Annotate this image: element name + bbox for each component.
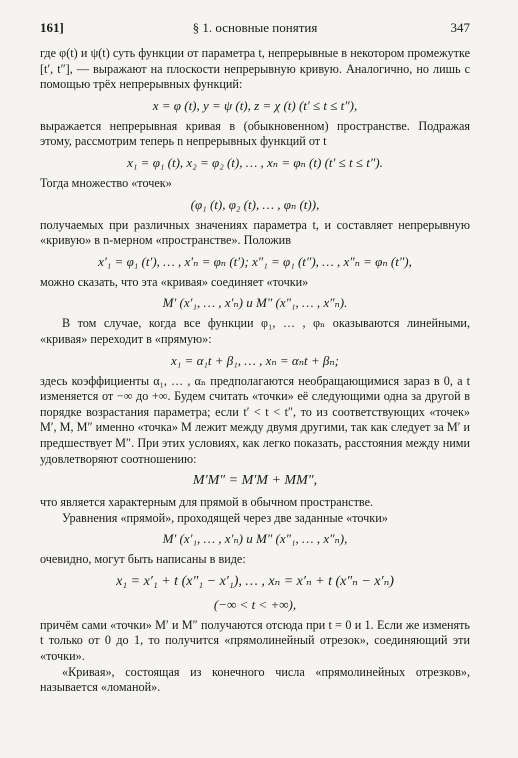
formula: x₁ = x′₁ + t (x″₁ − x′₁), … , xₙ = x′ₙ + t (x″ₙ − x′ₙ) — [116, 573, 394, 589]
paragraph: Тогда множество «точек» — [40, 175, 172, 190]
page-body — [40, 46, 470, 696]
formula: x = φ (t), y = ψ (t), z = χ (t) (t′ ≤ t ≤ t″), — [152, 97, 358, 113]
paragraph: здесь коэффициенты α₁, … , αₙ предполагаются необращающимися зараз в 0, а t изменяется от −∞ до +∞. Будем считать «точки» её следующими одна за другой в порядке возрастания параметра; если t′ < t < t″, то из соответствующих «точек» M′, M, M″ именно «точка» M лежит между двумя другими, так как следует за M′ и предшествует M″. При этих условиях, как легко показать, расстояния между ними удовлетворяют соотношению: — [40, 373, 470, 466]
page-number: 347 — [450, 20, 470, 35]
formula: M′ (x′₁, … , x′ₙ) и M″ (x″₁, … , x″ₙ). — [162, 295, 348, 311]
formula: M′M″ = M′M + MM″, — [192, 473, 318, 489]
formula: M′ (x′₁, … , x′ₙ) и M″ (x″₁, … , x″ₙ), — [162, 531, 348, 547]
paragraph: очевидно, могут быть написаны в виде: — [40, 552, 246, 567]
paragraph: В том случае, когда все функции φ₁, … , φₙ оказываются линейными, «кривая» переходит в «прямую»: — [40, 316, 470, 346]
paragraph: «Кривая», состоящая из конечного числа «прямолинейных отрезков», называется «ломаной». — [40, 664, 470, 695]
paragraph: получаемых при различных значениях параметра t, и составляет непрерывную «кривую» в n-мерном «пространстве». Положив — [40, 217, 470, 248]
paragraph: Уравнения «прямой», проходящей через две заданные «точки» — [62, 510, 388, 525]
paragraph: можно сказать, что эта «кривая» соединяет «точки» — [40, 274, 309, 289]
running-header — [40, 20, 470, 36]
paragraph: причём сами «точки» M′ и M″ получаются отсюда при t = 0 и 1. Если же изменять t только от 0 до 1, то получится «прямолинейный отрезок», соединяющий эти «точки». — [40, 617, 470, 664]
formula: (φ₁ (t), φ₂ (t), … , φₙ (t)), — [190, 196, 320, 212]
paragraph: выражается непрерывная кривая в (обыкновенном) пространстве. Подражая этому, рассмотрим теперь n непрерывных функций от t — [40, 118, 470, 149]
section-title: § 1. основные понятия — [192, 20, 318, 35]
formula: x′₁ = φ₁ (t′), … , x′ₙ = φₙ (t′); x″₁ = φ₁ (t″), … , x″ₙ = φₙ (t″), — [98, 253, 412, 269]
paragraph: где φ(t) и ψ(t) суть функции от параметра t, непрерывные в некотором промежутке [t′, t″], — выражают на плоскости непрерывную кривую. Аналогично, но лишь с помощью трёх непрерывных функций: — [40, 46, 470, 92]
section-number: 161] — [40, 20, 64, 35]
formula: x₁ = α₁t + β₁, … , xₙ = αₙt + βₙ; — [171, 352, 339, 368]
formula: (−∞ < t < +∞), — [213, 596, 297, 612]
paragraph: что является характерным для прямой в обычном пространстве. — [40, 495, 374, 510]
formula: x₁ = φ₁ (t), x₂ = φ₂ (t), … , xₙ = φₙ (t) (t′ ≤ t ≤ t″). — [127, 154, 383, 170]
